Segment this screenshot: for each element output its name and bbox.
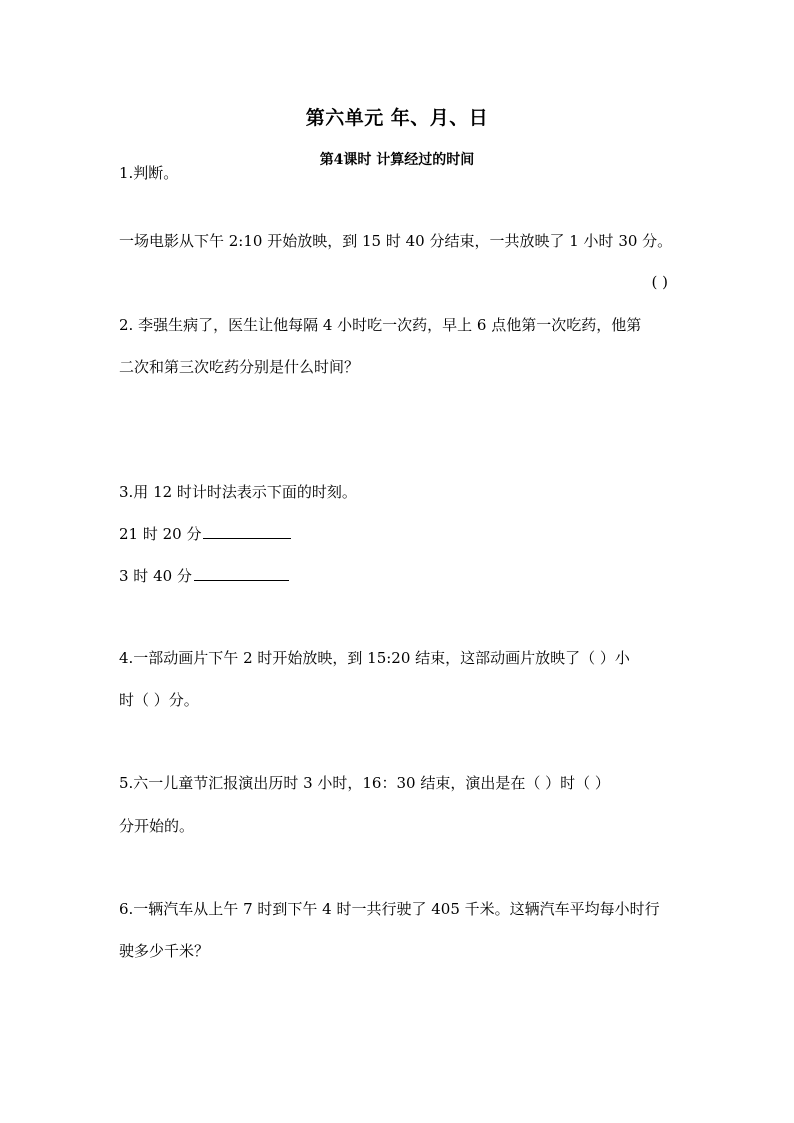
question-2-line-1: 2. 李强生病了，医生让他每隔 4 小时吃一次药，早上 6 点他第一次吃药，他第 [119,316,642,334]
question-1-label: 1.判断。 [119,164,179,182]
question-3-label: 3.用 12 时计时法表示下面的时刻。 [119,483,357,501]
question-3-item-1-text: 21 时 20 分 [119,525,202,543]
question-4-line-2: 时（ ）分。 [119,691,199,709]
question-4-line-1: 4.一部动画片下午 2 时开始放映，到 15:20 结束，这部动画片放映了（ ）小 [119,649,630,667]
answer-blank[interactable] [203,524,291,539]
question-3-item-2 [119,566,289,586]
question-1-answer-paren: ( ) [651,273,668,291]
question-3-item-1 [119,524,291,544]
question-2-line-2: 二次和第三次吃药分别是什么时间？ [119,358,360,376]
question-1-text: 一场电影从下午 2:10 开始放映，到 15 时 40 分结束，一共放映了 1 小时 30 分。 [119,232,673,250]
page-title: 第六单元 年、月、日 [305,107,489,129]
question-6-line-1: 6.一辆汽车从上午 7 时到下午 4 时一共行驶了 405 千米。这辆汽车平均每小时行 [119,900,660,918]
question-5-line-1: 5.六一儿童节汇报演出历时 3 小时，16：30 结束，演出是在（ ）时（ ） [119,774,610,792]
question-6-line-2: 驶多少千米？ [119,942,210,960]
answer-blank[interactable] [194,566,289,581]
question-5-line-2: 分开始的。 [119,817,195,835]
page-subtitle: 第4课时 计算经过的时间 [319,152,475,168]
question-3-item-2-text: 3 时 40 分 [119,567,192,585]
